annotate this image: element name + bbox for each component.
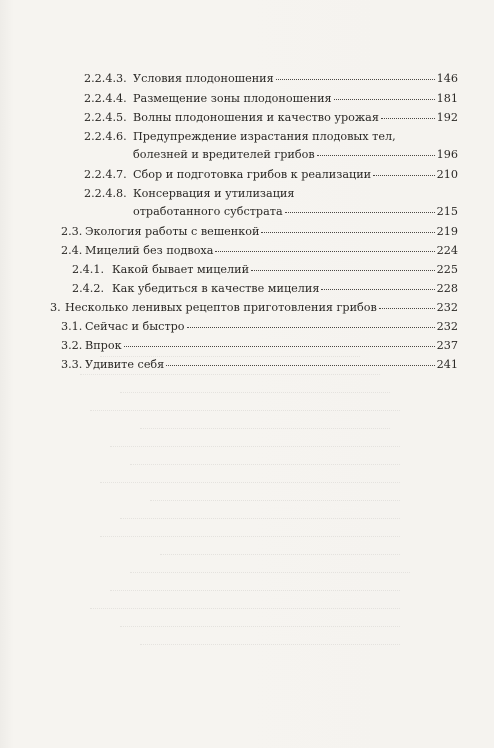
- toc-entry-title: Волны плодоношения и качество урожая: [133, 111, 379, 124]
- toc-entry-title: Как убедиться в качестве мицелия: [112, 282, 320, 295]
- toc-entry-number: 2.2.4.4.: [84, 92, 127, 105]
- toc-entry-title: Удивите себя: [85, 358, 165, 371]
- dot-leader: [379, 308, 435, 309]
- dot-leader: [334, 99, 435, 100]
- toc-entry-page: 219: [436, 225, 458, 238]
- toc-entry-number: 2.4.: [61, 244, 83, 257]
- toc-entry-page: 228: [436, 282, 458, 295]
- dot-leader: [321, 289, 434, 290]
- toc-entry-page: 146: [436, 72, 458, 85]
- toc-entry-title: Сейчас и быстро: [85, 320, 185, 333]
- toc-entry-number: 2.3.: [61, 225, 83, 238]
- toc-entry-number: 3.3.: [61, 358, 83, 371]
- dot-leader: [124, 346, 435, 347]
- toc-entry-page: 196: [436, 148, 458, 161]
- toc-entry-number: 3.2.: [61, 339, 83, 352]
- toc-entry-number: 3.: [50, 301, 61, 314]
- toc-entry-page: 215: [436, 205, 458, 218]
- toc-entry-title: Какой бывает мицелий: [112, 263, 250, 276]
- toc-entry-number: 2.2.4.8.: [84, 187, 127, 200]
- toc-entry-number: 2.2.4.3.: [84, 72, 127, 85]
- toc-entry-title: Мицелий без подвоха: [85, 244, 214, 257]
- toc-entry: [0, 130, 494, 164]
- toc-entry-title: Условия плодоношения: [133, 72, 274, 85]
- dot-leader: [285, 212, 435, 213]
- toc-entry-page: 237: [436, 339, 458, 352]
- dot-leader: [317, 155, 435, 156]
- toc-entry-page: 210: [436, 168, 458, 181]
- toc-entry-number: 3.1.: [61, 320, 83, 333]
- toc-entry-page: 224: [436, 244, 458, 257]
- toc-entry-title: Предупреждение израстания плодовых тел,: [133, 130, 396, 143]
- dot-leader: [381, 118, 435, 119]
- dot-leader: [251, 270, 435, 271]
- toc-entry-number: 2.2.4.6.: [84, 130, 127, 143]
- toc-entry-title: Несколько ленивых рецептов приготовления грибов: [65, 301, 377, 314]
- toc-entry-title: Сбор и подготовка грибов к реализации: [133, 168, 372, 181]
- toc-entry: [0, 187, 494, 221]
- toc-entry-title-continued: болезней и вредителей грибов: [133, 148, 315, 161]
- toc-entry-title-continued: отработанного субстрата: [133, 205, 283, 218]
- toc-entry-page: 225: [436, 263, 458, 276]
- dot-leader: [276, 79, 435, 80]
- show-through-text: [60, 345, 480, 675]
- dot-leader: [261, 232, 434, 233]
- toc-entry-number: 2.2.4.7.: [84, 168, 127, 181]
- toc-entry-number: 2.2.4.5.: [84, 111, 127, 124]
- toc-entry-title: Экология работы с вешенкой: [85, 225, 260, 238]
- toc-entry-page: 192: [436, 111, 458, 124]
- dot-leader: [166, 365, 434, 366]
- toc-entry-title: Впрок: [85, 339, 122, 352]
- toc-entry-title: Консервация и утилизация: [133, 187, 295, 200]
- toc-entry-title: Размещение зоны плодоношения: [133, 92, 332, 105]
- dot-leader: [215, 251, 434, 252]
- dot-leader: [187, 327, 435, 328]
- toc-entry-number: 2.4.2.: [72, 282, 105, 295]
- toc-entry-page: 181: [436, 92, 458, 105]
- dot-leader: [373, 175, 435, 176]
- toc-entry-page: 241: [436, 358, 458, 371]
- toc-entry-number: 2.4.1.: [72, 263, 105, 276]
- toc-entry-page: 232: [436, 301, 458, 314]
- toc-entry-page: 232: [436, 320, 458, 333]
